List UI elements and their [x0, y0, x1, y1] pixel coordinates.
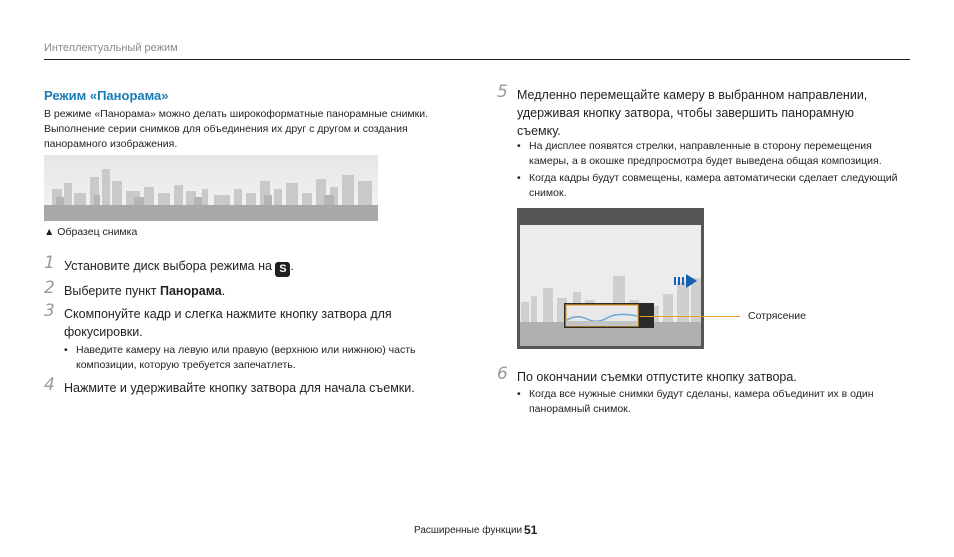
step-number: 5	[497, 82, 508, 102]
intro-paragraph: В режиме «Панорама» можно делать широкоформатные панорамные снимки. Выполнение серии снимков для объединения их друг с другом и создания панорамного изображения.	[44, 108, 429, 150]
step-5-bullet-1: • На дисплее появятся стрелки, направленные в сторону перемещения камеры, а в окошке предпросмотра будет выведена общая композиция.	[517, 139, 907, 169]
step-6	[497, 364, 897, 386]
bullet-text: Когда кадры будут совмещены, камера автоматически сделает следующий снимок.	[529, 172, 898, 199]
bullet-text: На дисплее появятся стрелки, направленные в сторону перемещения камеры, а в окошке предпросмотра будет выведена общая композиция.	[529, 140, 882, 167]
camera-preview-image	[517, 208, 704, 349]
step-5-bullet-2: • Когда кадры будут совмещены, камера автоматически сделает следующий снимок.	[517, 171, 907, 201]
header-divider	[44, 59, 910, 60]
step-2-bold: Панорама	[159, 284, 222, 298]
callout-line	[640, 316, 740, 317]
step-5-text: Медленно перемещайте камеру в выбранном направлении, удерживая кнопку затвора, чтобы завершить панорамную съемку.	[517, 88, 868, 138]
step-4	[44, 375, 464, 397]
step-2-text: Выберите пункт	[64, 284, 157, 298]
section-header: Интеллектуальный режим	[44, 42, 178, 54]
step-1-text: Установите диск выбора режима на	[64, 259, 272, 273]
step-1	[44, 253, 444, 277]
step-3	[44, 301, 444, 341]
bullet-text: Наведите камеру на левую или правую (верхнюю или нижнюю) часть композиции, которую требуется запечатлеть.	[76, 344, 416, 371]
step-5	[497, 82, 897, 140]
step-number: 6	[497, 364, 508, 384]
step-1-suffix: .	[290, 259, 294, 273]
panorama-sample-image	[44, 155, 378, 221]
bullet-text: Когда все нужные снимки будут сделаны, камера объединит их в один панорамный снимок.	[529, 388, 874, 415]
page-title: Режим «Панорама»	[44, 88, 169, 103]
step-number: 2	[44, 278, 55, 298]
step-6-bullet: • Когда все нужные снимки будут сделаны, камера объединит их в один панорамный снимок.	[517, 387, 907, 417]
step-3-text: Скомпонуйте кадр и слегка нажмите кнопку затвора для фокусировки.	[64, 307, 392, 339]
step-number: 3	[44, 301, 55, 321]
step-number: 4	[44, 375, 55, 395]
page-number: 51	[524, 523, 538, 537]
step-2-suffix: .	[221, 284, 226, 298]
step-6-text: По окончании съемки отпустите кнопку затвора.	[517, 370, 797, 384]
smart-mode-icon: S	[275, 262, 290, 277]
footer-label: Расширенные функции	[414, 525, 523, 536]
callout-label: Сотрясение	[748, 310, 807, 322]
image-caption: ▲ Образец снимка	[44, 226, 138, 238]
step-3-bullet: • Наведите камеру на левую или правую (верхнюю или нижнюю) часть композиции, которую требуется запечатлеть.	[64, 343, 444, 373]
step-4-text: Нажмите и удерживайте кнопку затвора для начала съемки.	[64, 381, 415, 395]
step-2	[44, 278, 444, 300]
step-number: 1	[44, 253, 55, 273]
